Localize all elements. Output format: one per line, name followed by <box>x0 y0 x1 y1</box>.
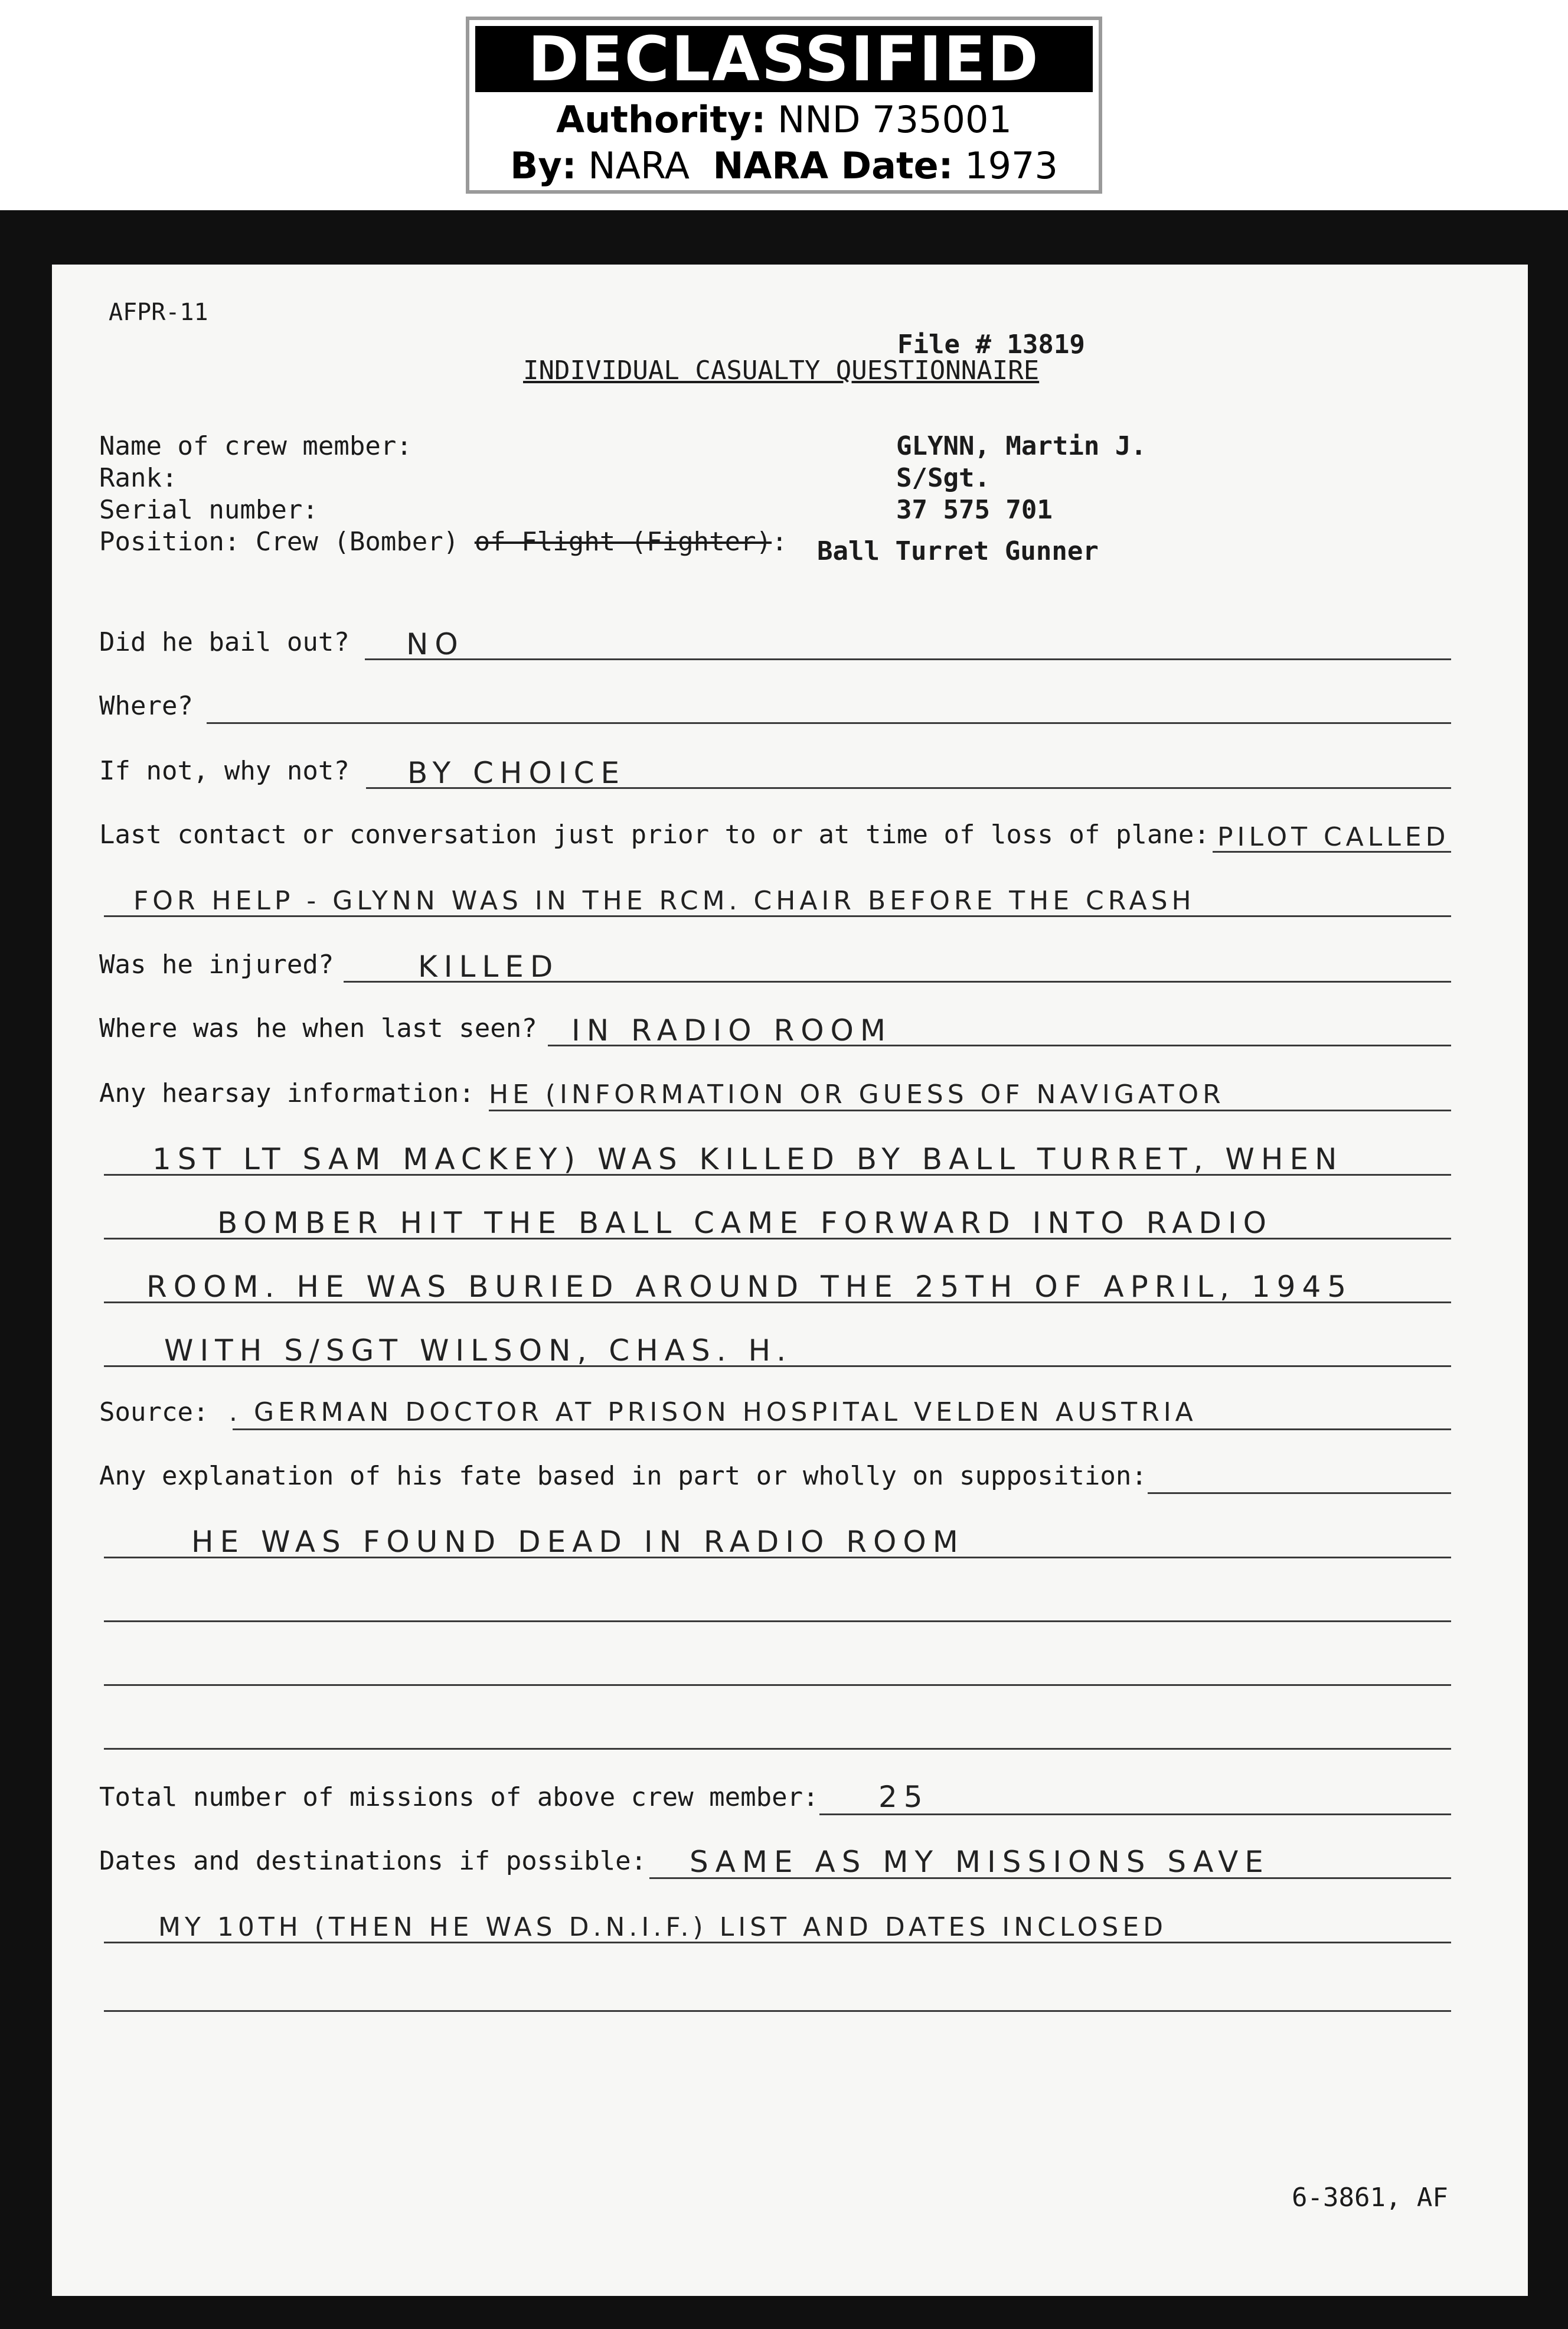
explanation-line-4 <box>104 1684 1451 1686</box>
value-missions: 25 <box>878 1780 929 1814</box>
form-title: INDIVIDUAL CASUALTY QUESTIONNAIRE <box>523 355 1040 386</box>
label-position-struck: of Flight (Fighter) <box>474 527 772 557</box>
value-serial: 37 575 701 <box>896 495 1053 525</box>
label-last-contact: Last contact or conversation just prior to or at time of loss of plane: <box>99 820 1210 850</box>
label-where: Where? <box>99 691 193 721</box>
explanation-line-1 <box>1148 1492 1451 1494</box>
value-last-seen: IN RADIO ROOM <box>571 1013 893 1048</box>
value-rank: S/Sgt. <box>896 463 990 493</box>
value-why-not: BY CHOICE <box>407 756 626 790</box>
stamp-by-value: NARA <box>588 144 690 187</box>
stamp-authority-label: Authority: <box>556 98 766 141</box>
value-explanation-1: HE WAS FOUND DEAD IN RADIO ROOM <box>191 1525 965 1559</box>
label-injured: Was he injured? <box>99 950 334 980</box>
label-why-not: If not, why not? <box>99 756 349 786</box>
stamp-date-label: NARA Date: <box>713 144 953 187</box>
label-serial: Serial number: <box>99 495 318 525</box>
value-hearsay-1: HE (INFORMATION OR GUESS OF NAVIGATOR <box>489 1079 1225 1110</box>
value-name: GLYNN, Martin J. <box>896 431 1146 461</box>
stamp-date-value: 1973 <box>965 144 1058 187</box>
value-injured: KILLED <box>418 950 560 984</box>
explanation-line-3 <box>104 1620 1451 1622</box>
value-source: . GERMAN DOCTOR AT PRISON HOSPITAL VELDEN AUSTRIA <box>229 1397 1197 1427</box>
where-line <box>207 722 1451 724</box>
declassified-stamp <box>466 17 1102 194</box>
label-last-seen: Where was he when last seen? <box>99 1013 537 1043</box>
stamp-title: DECLASSIFIED <box>475 26 1093 92</box>
label-source: Source: <box>99 1397 209 1427</box>
value-hearsay-3: BOMBER HIT THE BALL CAME FORWARD INTO RADIO <box>217 1206 1273 1240</box>
value-bail-out: NO <box>406 627 465 661</box>
value-position: Ball Turret Gunner <box>817 536 1099 566</box>
stamp-authority <box>469 98 1099 141</box>
label-explanation: Any explanation of his fate based in part or wholly on supposition: <box>99 1461 1147 1491</box>
label-missions: Total number of missions of above crew member: <box>99 1782 819 1812</box>
file-number: File # 13819 <box>897 330 1085 360</box>
questionnaire-form <box>52 265 1528 2296</box>
label-position <box>99 527 788 557</box>
value-hearsay-4: ROOM. HE WAS BURIED AROUND THE 25TH OF APRIL, 1945 <box>146 1270 1353 1304</box>
hearsay-line-1 <box>489 1110 1451 1111</box>
scanned-document <box>0 210 1568 2329</box>
bail-out-line <box>365 658 1451 660</box>
label-position-text: Position: Crew (Bomber) <box>99 527 459 557</box>
stamp-authority-value: NND 735001 <box>778 98 1012 141</box>
stamp-by-label: By: <box>510 144 577 187</box>
label-name: Name of crew member: <box>99 431 412 461</box>
dates-line-3 <box>104 2010 1451 2012</box>
value-hearsay-5: WITH S/SGT WILSON, CHAS. H. <box>164 1333 793 1368</box>
label-rank: Rank: <box>99 463 178 493</box>
stamp-by <box>469 144 1099 187</box>
value-dates-1: SAME AS MY MISSIONS SAVE <box>690 1845 1270 1879</box>
label-dates: Dates and destinations if possible: <box>99 1846 647 1876</box>
value-last-contact-2: FOR HELP - GLYNN WAS IN THE RCM. CHAIR BEFORE THE CRASH <box>133 886 1195 916</box>
form-code: AFPR-11 <box>109 299 208 326</box>
explanation-line-5 <box>104 1748 1451 1750</box>
value-dates-2: MY 10TH (THEN HE WAS D.N.I.F.) LIST AND DATES INCLOSED <box>158 1912 1168 1942</box>
value-hearsay-2: 1ST LT SAM MACKEY) WAS KILLED BY BALL TURRET, WHEN <box>152 1142 1344 1176</box>
footer-form-code: 6-3861, AF <box>1292 2183 1448 2213</box>
label-position-colon: : <box>772 527 788 557</box>
source-line <box>233 1428 1451 1430</box>
value-last-contact-1: PILOT CALLED <box>1217 822 1450 852</box>
label-bail-out: Did he bail out? <box>99 627 349 657</box>
label-hearsay: Any hearsay information: <box>99 1078 475 1108</box>
